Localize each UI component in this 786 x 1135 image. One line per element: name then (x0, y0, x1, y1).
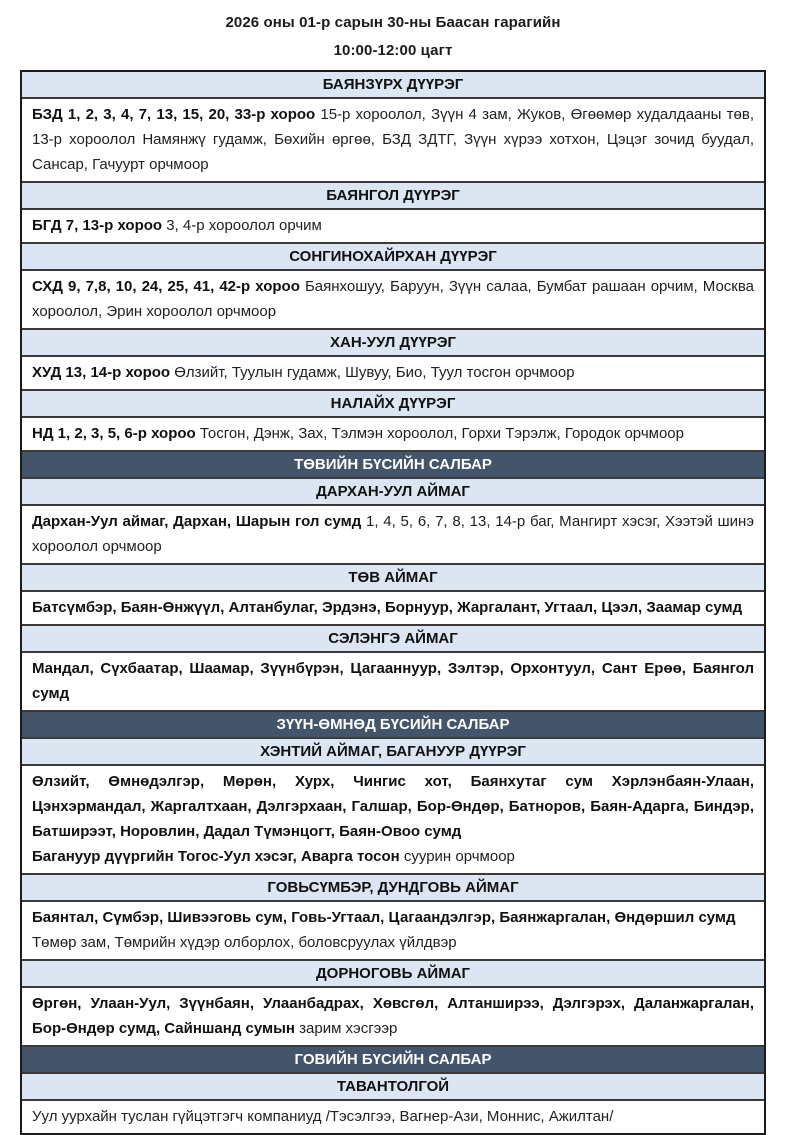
area-detail-text: 3, 4-р хороолол орчим (162, 217, 322, 234)
outage-area-paragraph (32, 905, 754, 930)
area-code-text: ХУД 13, 14-р хороо (32, 364, 171, 381)
area-code-text: Өргөн, Улаан-Уул, Зүүнбаян, Улаанбадрах, Хөвсгөл, Алтанширээ, Дэлгэрэх, Даланжаргалан, Бор-Өндөр сумд, Сайншанд сумын (32, 995, 754, 1037)
district-header-row (22, 328, 764, 355)
header-label: ГОВЬСҮМБЭР, ДУНДГОВЬ АЙМАГ (267, 879, 519, 896)
outage-area-row (22, 1099, 764, 1133)
outage-area-row (22, 764, 764, 873)
header-label: БАЯНЗҮРХ ДҮҮРЭГ (322, 76, 464, 93)
district-header-row (22, 873, 764, 900)
area-code-text: Мандал, Сүхбаатар, Шаамар, Зүүнбүрэн, Цагааннуур, Зэлтэр, Орхонтуул, Сант Ерөө, Баянгол сумд (32, 660, 754, 702)
outage-area-paragraph (32, 844, 754, 869)
outage-area-paragraph (32, 360, 754, 385)
area-code-text: БГД 7, 13-р хороо (32, 217, 163, 234)
area-detail-text: Уул уурхайн туслан гүйцэтгэгч компаниуд /Тэсэлгээ, Вагнер-Ази, Моннис, Ажилтан/ (32, 1108, 614, 1125)
district-header-row (22, 737, 764, 764)
header-label: ХАН-УУЛ ДҮҮРЭГ (330, 334, 456, 351)
outage-area-row (22, 504, 764, 563)
outage-area-paragraph (32, 595, 754, 620)
district-header-row (22, 72, 764, 97)
header-label: ГОВИЙН БҮСИЙН САЛБАР (294, 1051, 492, 1068)
area-code-text: Өлзийт, Өмнөдэлгэр, Мөрөн, Хурх, Чингис хот, Баянхутаг сум Хэрлэнбаян-Улаан, Цэнхэрмандал, Жаргалтхаан, Дэлгэрхаан, Галшар, Бор-Өндөр, Батноров, Баян-Адарга, Биндэр, Батширээт, Норовлин, Дадал Түмэнцогт, Баян-Овоо сумд (32, 773, 754, 840)
header-label: ЗҮҮН-ӨМНӨД БҮСИЙН САЛБАР (276, 716, 510, 733)
header-label: СОНГИНОХАЙРХАН ДҮҮРЭГ (289, 248, 497, 265)
header-label: ДОРНОГОВЬ АЙМАГ (315, 965, 471, 982)
area-detail-text: суурин орчмоор (399, 848, 515, 865)
area-code-text: Батсүмбэр, Баян-Өнжүүл, Алтанбулаг, Эрдэнэ, Борнуур, Жаргалант, Угтаал, Цээл, Заамар сумд (32, 599, 743, 616)
schedule-table (20, 70, 766, 1135)
header-label: ТӨВИЙН БҮСИЙН САЛБАР (294, 456, 492, 473)
title-time-line: 10:00-12:00 цагт (333, 42, 453, 59)
area-code-text: НД 1, 2, 3, 5, 6-р хороо (32, 425, 196, 442)
page-title (0, 0, 786, 59)
area-detail-text: 15-р хороолол, Зүүн 4 зам, Жуков, Өгөөмөр худалдааны төв, 13-р хороолол Намянжү гудамж, Бөхийн өргөө, БЗД ЗДТГ, Зүүн хүрээ хотхон, Цэцэг зочид буудал, Сансар, Гачуурт орчмоор (32, 106, 754, 173)
outage-area-paragraph (32, 656, 754, 706)
area-code-text: Багануур дүүргийн Тогос-Уул хэсэг, Аварга тосон (32, 848, 400, 865)
district-header-row (22, 959, 764, 986)
area-code-text: Баянтал, Сүмбэр, Шивээговь сум, Говь-Угтаал, Цагаандэлгэр, Баянжаргалан, Өндөршил сумд (32, 909, 736, 926)
district-header-row (22, 477, 764, 504)
outage-area-paragraph (32, 274, 754, 324)
header-label: ДАРХАН-УУЛ АЙМАГ (316, 483, 470, 500)
district-header-row (22, 563, 764, 590)
branch-header-row (22, 710, 764, 737)
area-code-text: БЗД 1, 2, 3, 4, 7, 13, 15, 20, 33-р хороо (32, 106, 316, 123)
outage-area-row (22, 900, 764, 959)
area-detail-text: зарим хэсгээр (294, 1020, 398, 1037)
branch-header-row (22, 450, 764, 477)
outage-area-paragraph (32, 421, 754, 446)
outage-area-paragraph (32, 102, 754, 177)
outage-area-paragraph (32, 213, 754, 238)
outage-area-row (22, 986, 764, 1045)
header-label: ТӨВ АЙМАГ (348, 569, 438, 586)
header-label: ХЭНТИЙ АЙМАГ, БАГАНУУР ДҮҮРЭГ (260, 743, 526, 760)
outage-area-row (22, 416, 764, 450)
header-label: НАЛАЙХ ДҮҮРЭГ (330, 395, 456, 412)
outage-area-row (22, 355, 764, 389)
district-header-row (22, 1072, 764, 1099)
outage-area-paragraph (32, 991, 754, 1041)
district-header-row (22, 242, 764, 269)
outage-area-row (22, 651, 764, 710)
header-label: БАЯНГОЛ ДҮҮРЭГ (326, 187, 460, 204)
district-header-row (22, 624, 764, 651)
header-label: СЭЛЭНГЭ АЙМАГ (328, 630, 458, 647)
branch-header-row (22, 1045, 764, 1072)
outage-area-paragraph (32, 930, 754, 955)
district-header-row (22, 389, 764, 416)
header-label: ТАВАНТОЛГОЙ (336, 1078, 450, 1095)
area-detail-text: Тосгон, Дэнж, Зах, Тэлмэн хороолол, Горхи Тэрэлж, Городок орчмоор (195, 425, 684, 442)
area-detail-text: Өлзийт, Туулын гудамж, Шувуу, Био, Туул тосгон орчмоор (170, 364, 575, 381)
area-code-text: СХД 9, 7,8, 10, 24, 25, 41, 42-р хороо (32, 278, 300, 295)
outage-area-paragraph (32, 769, 754, 844)
district-header-row (22, 181, 764, 208)
area-code-text: Дархан-Уул аймаг, Дархан, Шарын гол сумд (32, 513, 362, 530)
area-detail-text: Баянхошуу, Баруун, Зүүн салаа, Бумбат рашаан орчим, Москва хороолол, Эрин хороолол орчмоор (32, 278, 754, 320)
outage-area-row (22, 269, 764, 328)
outage-area-row (22, 208, 764, 242)
outage-area-row (22, 97, 764, 181)
area-detail-text: Төмөр зам, Төмрийн хүдэр олборлох, боловсруулах үйлдвэр (32, 934, 457, 951)
outage-area-paragraph (32, 509, 754, 559)
outage-area-row (22, 590, 764, 624)
outage-area-paragraph (32, 1104, 754, 1129)
area-detail-text: 1, 4, 5, 6, 7, 8, 13, 14-р баг, Мангирт хэсэг, Хээтэй шинэ хороолол орчмоор (32, 513, 754, 555)
title-date-line: 2026 оны 01-р сарын 30-ны Баасан гарагийн (225, 14, 561, 31)
